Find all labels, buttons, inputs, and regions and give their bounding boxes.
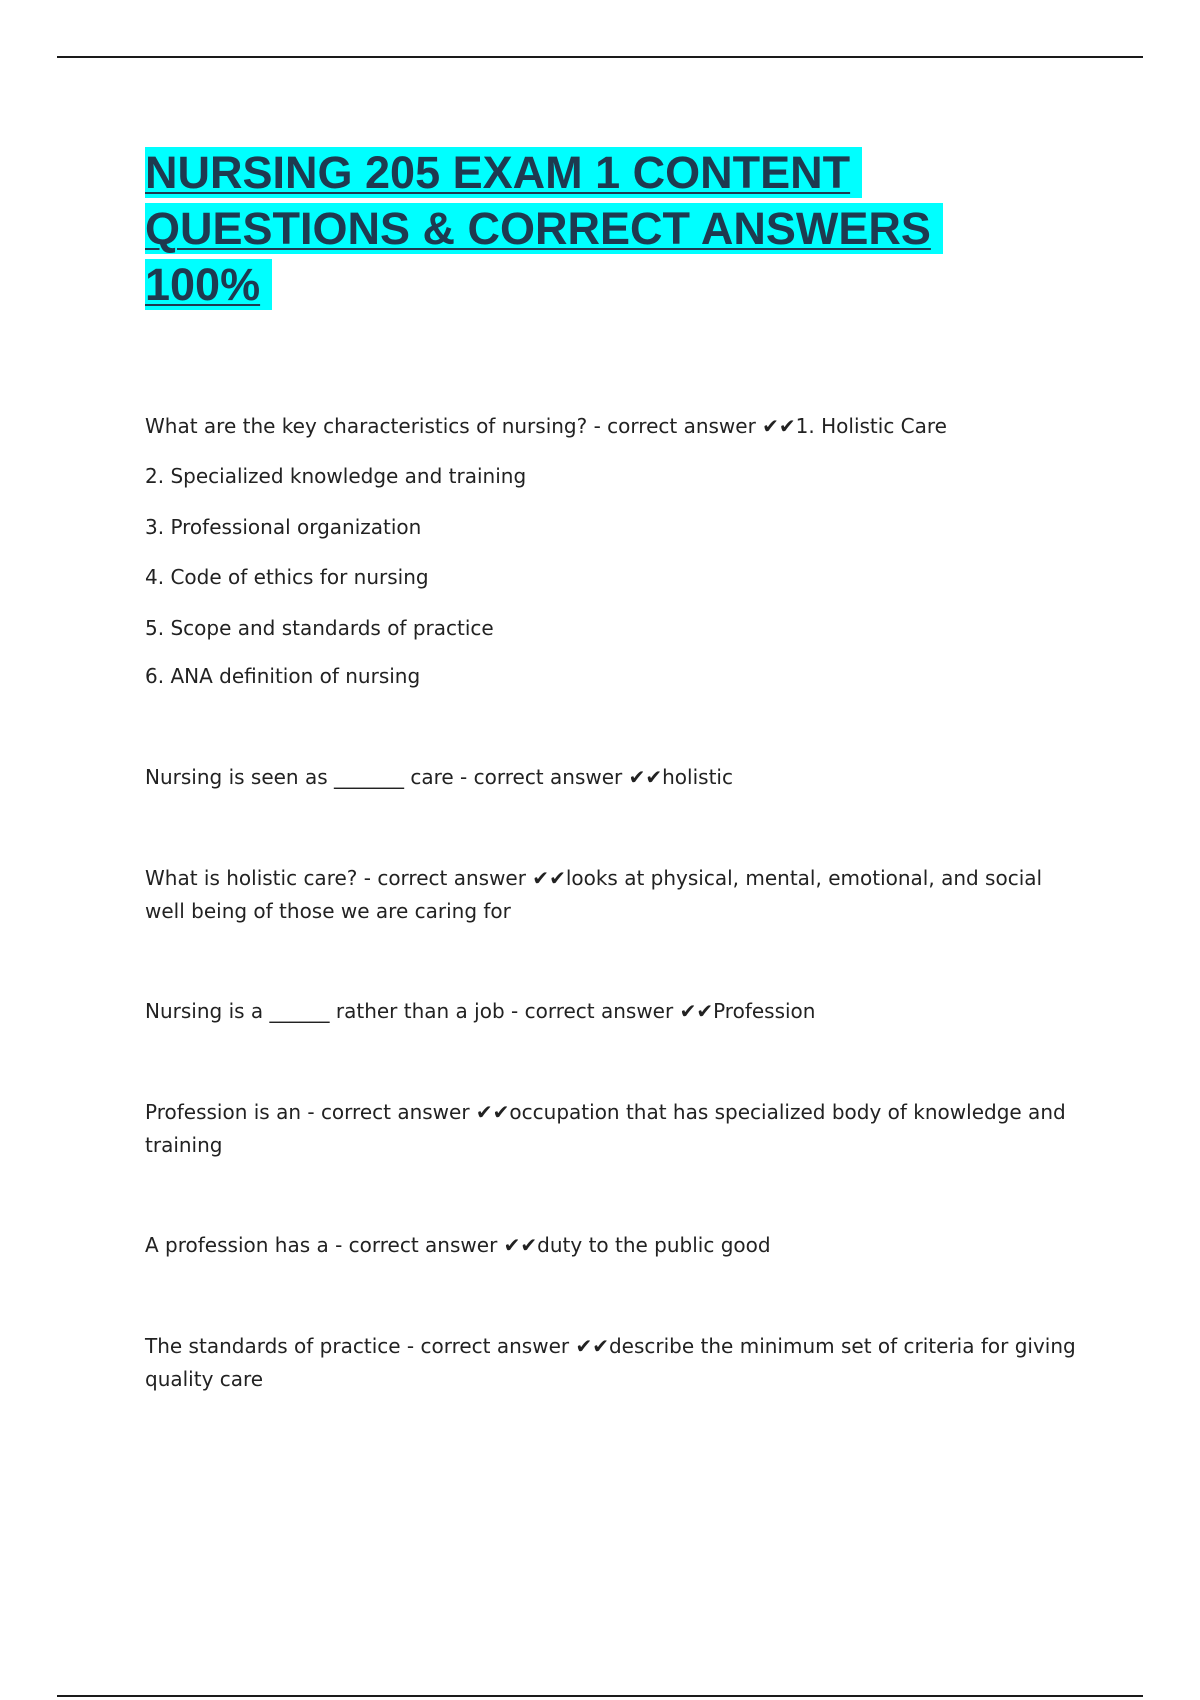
footer-rule [57,1695,1143,1697]
title-line-3: 100% [145,259,272,310]
list-item-4: 4. Code of ethics for nursing [145,565,429,589]
list-item-5: 5. Scope and standards of practice [145,616,494,640]
question-nursing-seen-as: Nursing is seen as _______ care - correct answer ✔✔holistic [145,765,733,789]
document-title [145,145,1045,313]
list-item-3: 3. Professional organization [145,515,422,539]
question-nursing-is-a: Nursing is a ______ rather than a job - correct answer ✔✔Profession [145,999,816,1023]
question-holistic-care: What is holistic care? - correct answer ✔✔looks at physical, mental, emotional, and social well being of those we are caring for [145,866,1043,923]
header-rule [57,56,1143,58]
title-line-2: QUESTIONS & CORRECT ANSWERS [145,203,943,254]
title-line-1: NURSING 205 EXAM 1 CONTENT [145,147,862,198]
list-item-6: 6. ANA definition of nursing [145,664,421,688]
question-profession-is-an: Profession is an - correct answer ✔✔occupation that has specialized body of knowledge and training [145,1100,1066,1157]
question-key-characteristics: What are the key characteristics of nursing? - correct answer ✔✔1. Holistic Care [145,414,947,438]
question-standards-of-practice: The standards of practice - correct answer ✔✔describe the minimum set of criteria for giving quality care [145,1334,1076,1391]
list-item-2: 2. Specialized knowledge and training [145,464,527,488]
question-profession-has-a: A profession has a - correct answer ✔✔duty to the public good [145,1233,771,1257]
